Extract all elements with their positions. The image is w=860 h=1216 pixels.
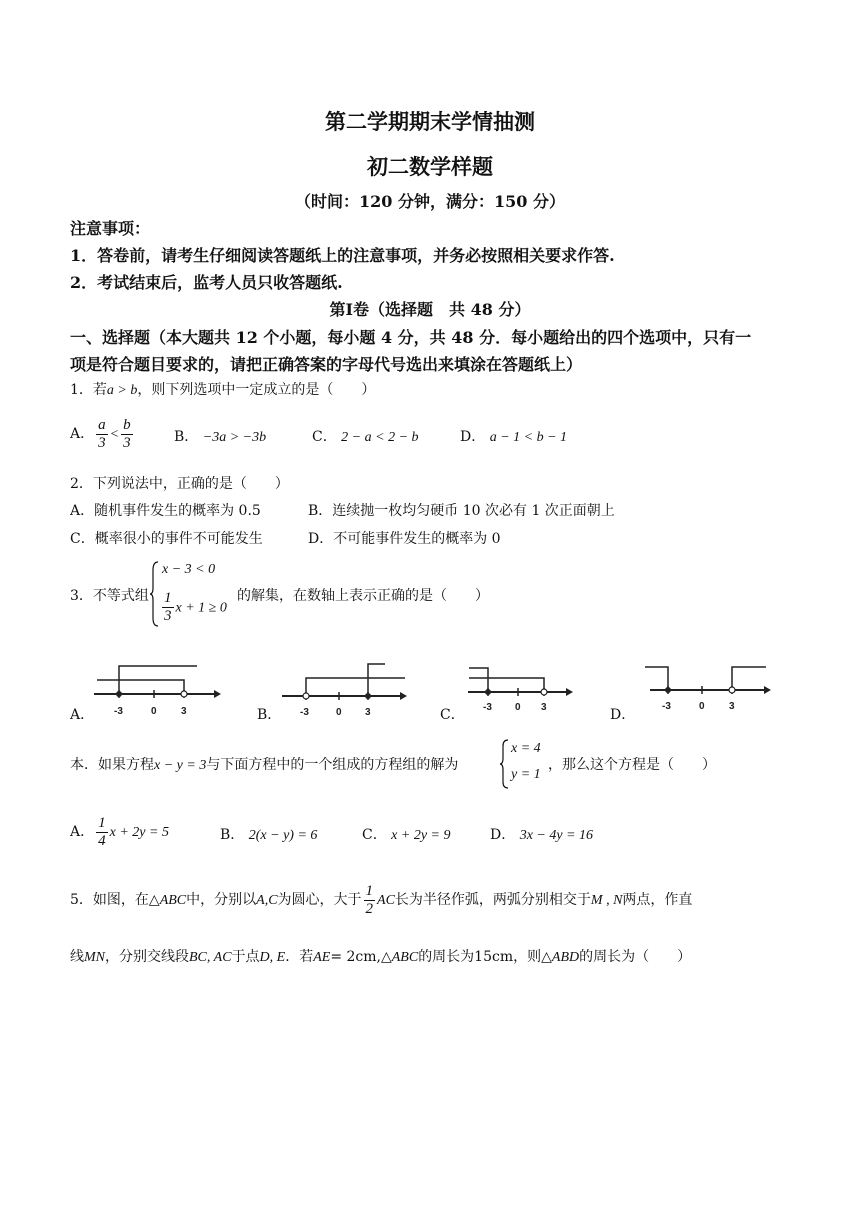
q3-option-c-label: C． [440,707,465,723]
solution-brace-icon [500,738,510,790]
note-item-2: 2．考试结束后，监考人员只收答题纸. [70,273,343,292]
exam-meta: （时间：120 分钟，满分：150 分） [295,192,565,211]
q2-option-c: C．概率很小的事件不可能发生 [70,531,263,547]
question-5-line-2: 线MN，分别交线段BC, AC于点D, E．若AE= 2cm,△ABC的周长为15cm，则△ABD的周长为（ ） [70,949,692,965]
tick-label: 0 [336,707,342,718]
question-5-line-1: 5．如图，在△ABC中，分别以A,C为圆心，大于 $\frac{1}{2}$ AC长为半径作弧，两弧分别相交于M , N两点，作直 [70,882,693,917]
system-line-1: x − 3 < 0 [162,562,216,577]
section-instruction-line1: 一、选择题（本大题共 12 个小题，每小题 4 分，共 48 分．每小题给出的四个选项中，只有一 [70,328,752,347]
q2-option-d: D．不可能事件发生的概率为 0 [308,531,501,547]
part1-heading: 第Ⅰ卷（选择题 共 48 分） [329,300,531,319]
exam-subtitle: 初二数学样题 [367,154,493,179]
q3-option-b-label: B． [257,707,282,723]
number-line-c [466,660,578,718]
q4-option-a: A． $\frac{1}{4}$ x + 2y = 5 [70,814,169,849]
q2-option-a: A．随机事件发生的概率为 0.5 [70,503,261,519]
q4-option-c: C． x + 2y = 9 [362,827,451,843]
tick-label: -3 [300,707,309,718]
solution-x: x = 4 [511,741,541,756]
number-line-b [280,656,410,720]
number-line-a [92,656,222,720]
q3-option-d-label: D． [610,707,636,723]
tick-label: -3 [114,706,123,717]
notes-heading: 注意事项： [70,219,151,238]
q4-option-b: B． 2(x − y) = 6 [220,827,318,843]
tick-label: 3 [729,701,735,712]
tick-label: 3 [365,707,371,718]
tick-label: -3 [662,701,671,712]
section-instruction-line2: 项是符合题目要求的，请把正确答案的字母代号选出来填涂在答题纸上） [70,355,583,374]
exam-title: 第二学期期末学情抽测 [325,109,535,134]
q2-option-b: B．连续抛一枚均匀硬币 10 次必有 1 次正面朝上 [308,503,615,519]
question-1-options [70,414,135,454]
tick-label: 0 [151,706,157,717]
tick-label: 0 [699,701,705,712]
number-line-d [640,650,775,716]
q3-option-a-label: A． [70,707,95,723]
question-3-suffix: 的解集，在数轴上表示正确的是（ ） [237,588,489,604]
solution-y: y = 1 [511,767,541,782]
tick-label: 3 [181,706,187,717]
option-c: C． 2 − a < 2 − b [312,429,419,445]
question-1-stem: 1．若a > b，则下列选项中一定成立的是（ ） [70,382,376,398]
option-b: B． −3a > −3b [174,429,267,445]
question-4-stem-start: 本．如果方程x − y = 3与下面方程中的一个组成的方程组的解为 [70,757,459,773]
tick-label: -3 [483,702,492,713]
note-item-1: 1．答卷前，请考生仔细阅读答题纸上的注意事项，并务必按照相关要求作答. [70,246,615,265]
system-line-2: $\frac{1}{3}$ x + 1 ≥ 0 [164,590,227,624]
q4-option-d: D． 3x − 4y = 16 [490,827,594,843]
tick-label: 3 [541,702,547,713]
question-3-prefix: 3．不等式组 [70,588,149,604]
tick-label: 0 [515,702,521,713]
option-a: A． $\frac{a}{3}$ < $\frac{b}{3}$ [70,416,131,451]
question-4-stem-end: ，那么这个方程是（ ） [548,757,716,773]
question-2-stem: 2．下列说法中，正确的是（ ） [70,476,289,492]
option-d: D． a − 1 < b − 1 [460,429,568,445]
system-brace-icon [150,560,160,628]
